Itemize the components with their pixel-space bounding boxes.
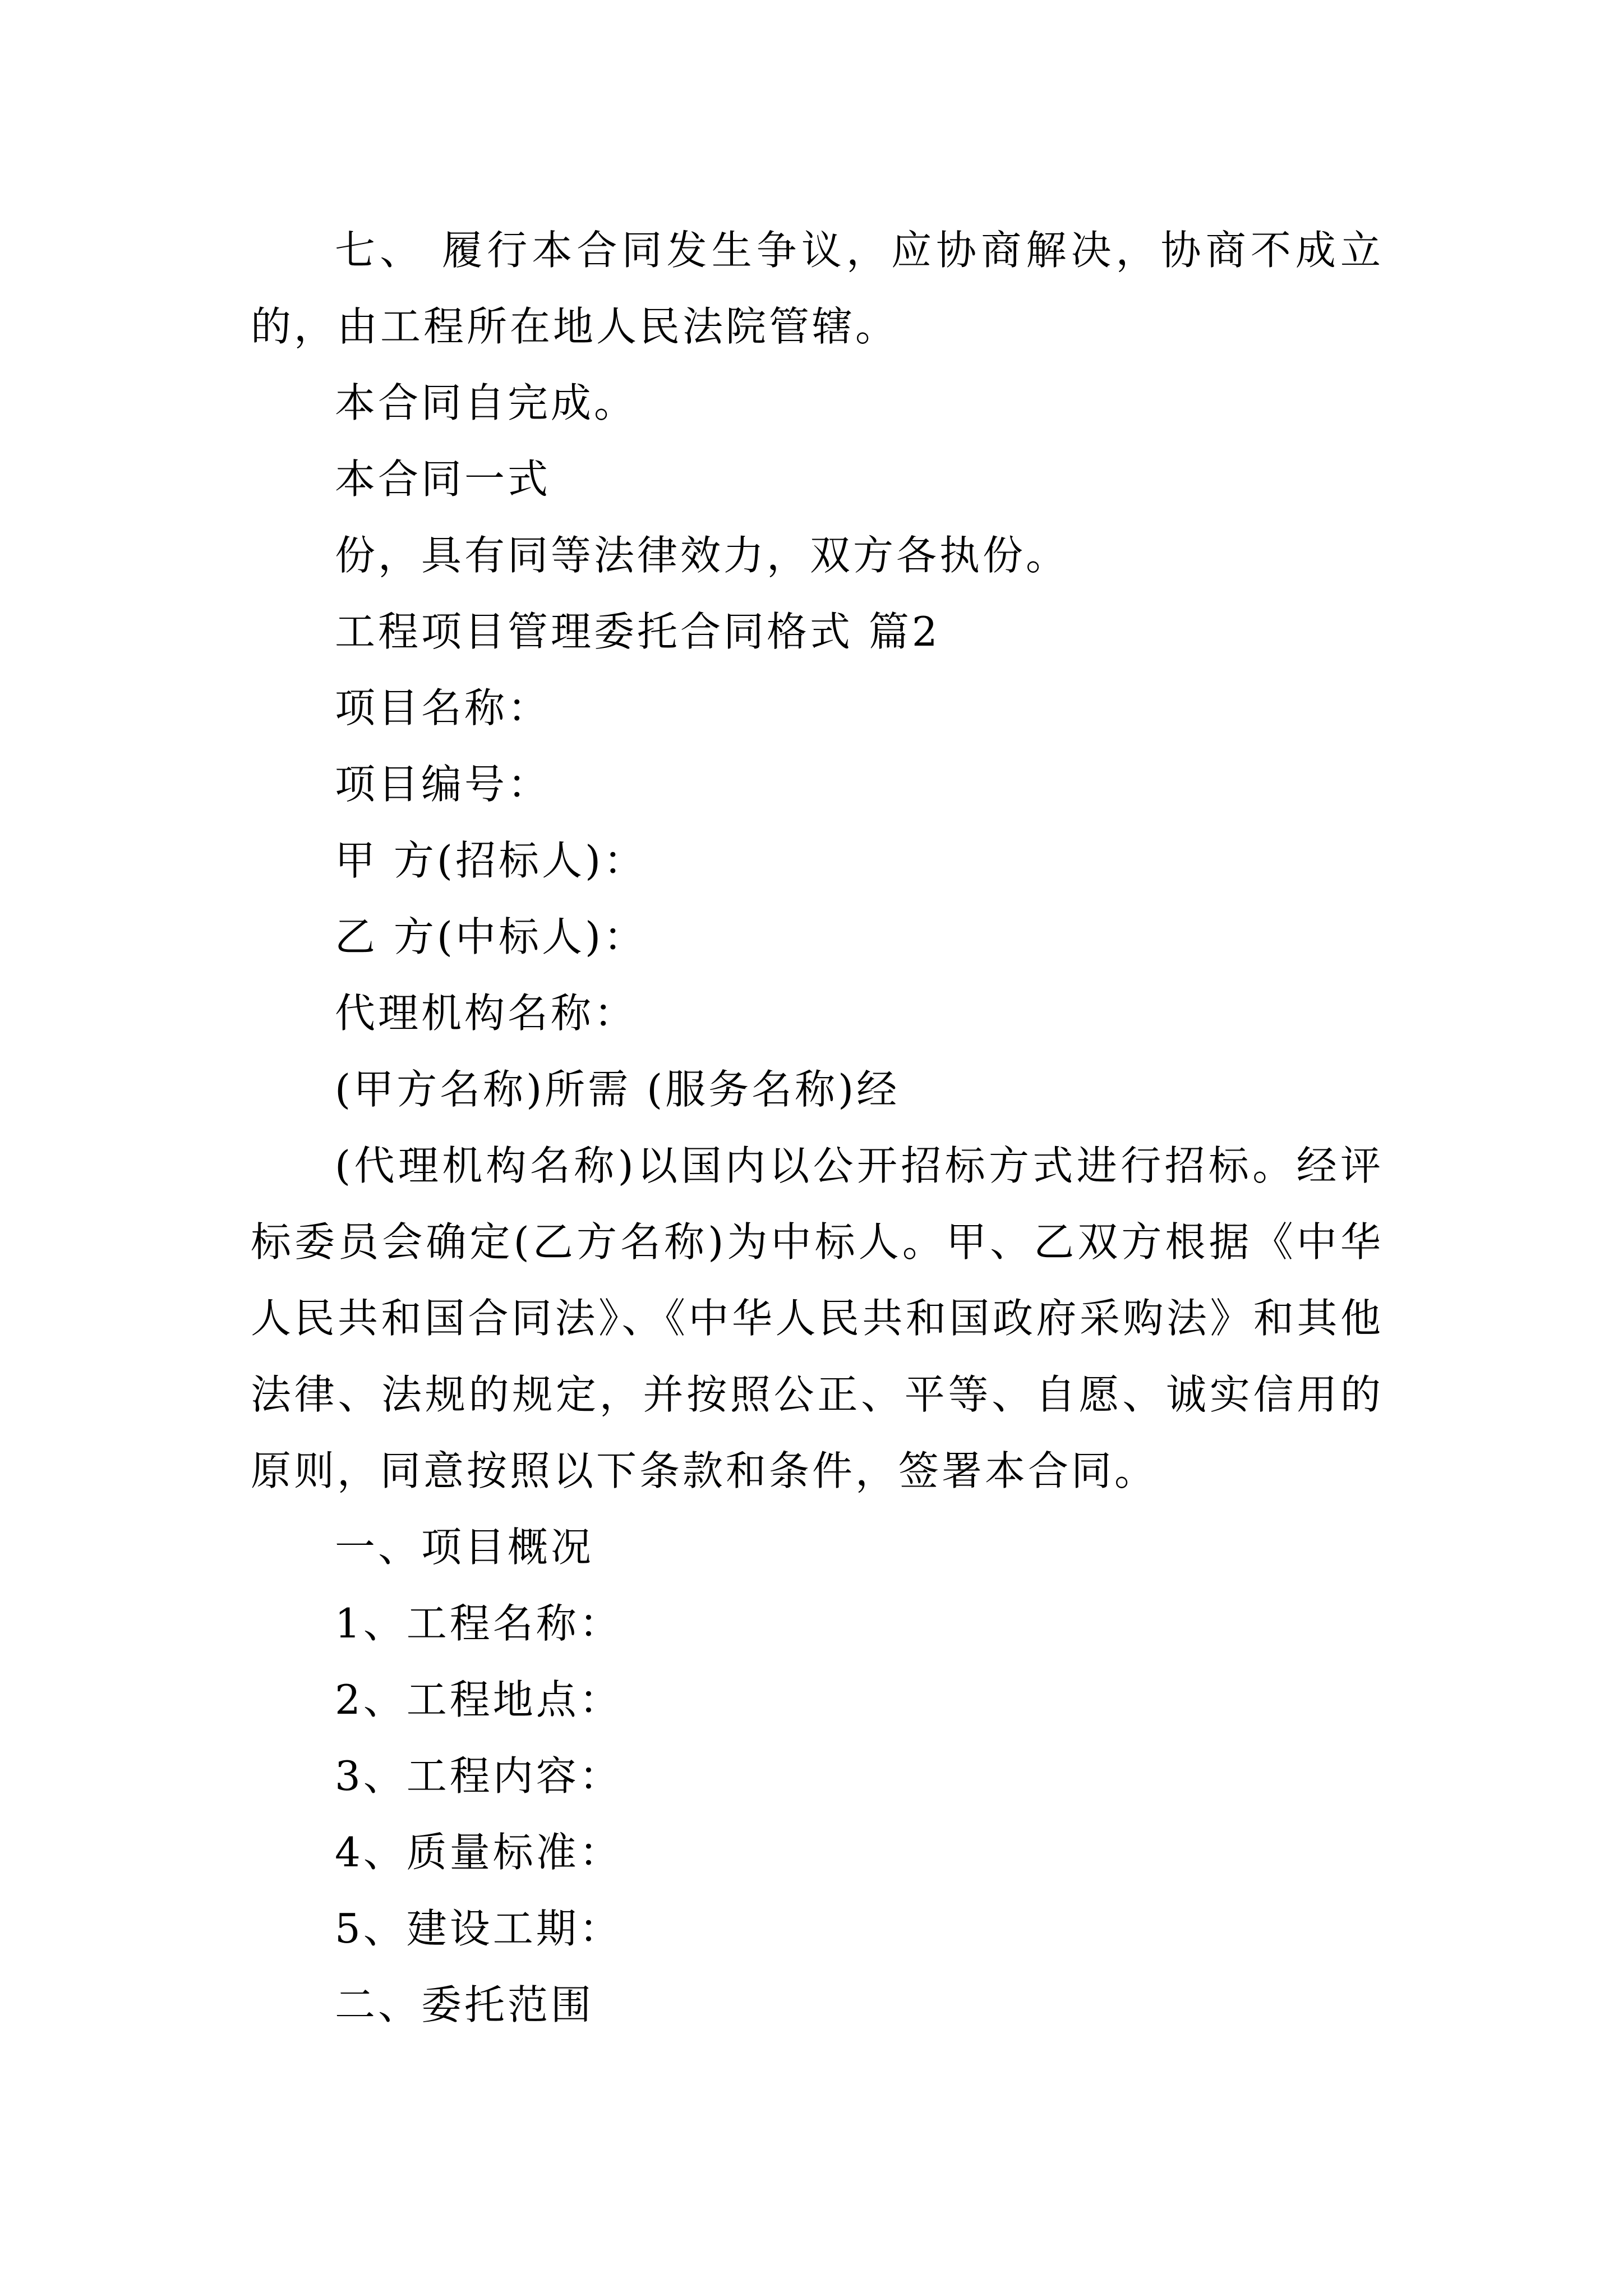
project-item-5: 5、建设工期： <box>335 1905 623 1952</box>
section-one-heading: 一、项目概况 <box>335 1524 594 1571</box>
section-heading: 工程项目管理委托合同格式 篇2 <box>335 608 940 655</box>
party-a-field: 甲 方(招标人)： <box>335 837 647 884</box>
project-number-field: 项目编号： <box>335 761 551 808</box>
service-line: (甲方名称)所需 (服务名称)经 <box>335 1066 900 1113</box>
project-item-4: 4、质量标准： <box>335 1829 623 1876</box>
tender-paragraph: (代理机构名称)以国内以公开招标方式进行招标。经评标委员会确定(乙方名称)为中标人。甲、乙双方根据《中华人民共和国合同法》、《中华人民共和国政府采购法》和其他法律、法规的规定，并按照公正、平等、自愿、诚实信用的原则，同意按照以下条款和条件，签署本合同。 <box>251 1142 1384 1494</box>
project-item-1: 1、工程名称： <box>335 1600 623 1647</box>
contract-copies: 本合同一式 <box>335 455 551 503</box>
section-two-heading: 二、委托范围 <box>335 1981 594 2028</box>
project-item-3: 3、工程内容： <box>335 1752 623 1800</box>
project-item-2: 2、工程地点： <box>335 1676 623 1723</box>
clause-seven-dispute: 七、 履行本合同发生争议，应协商解决，协商不成立的，由工程所在地人民法院管辖。 <box>251 227 1384 350</box>
party-b-field: 乙 方(中标人)： <box>335 913 647 960</box>
document-body <box>251 212 1384 2043</box>
contract-effective: 本合同自完成。 <box>335 379 638 426</box>
agency-name-field: 代理机构名称： <box>335 990 638 1037</box>
project-name-field: 项目名称： <box>335 684 551 731</box>
contract-copies-effect: 份，具有同等法律效力，双方各执份。 <box>335 532 1069 579</box>
